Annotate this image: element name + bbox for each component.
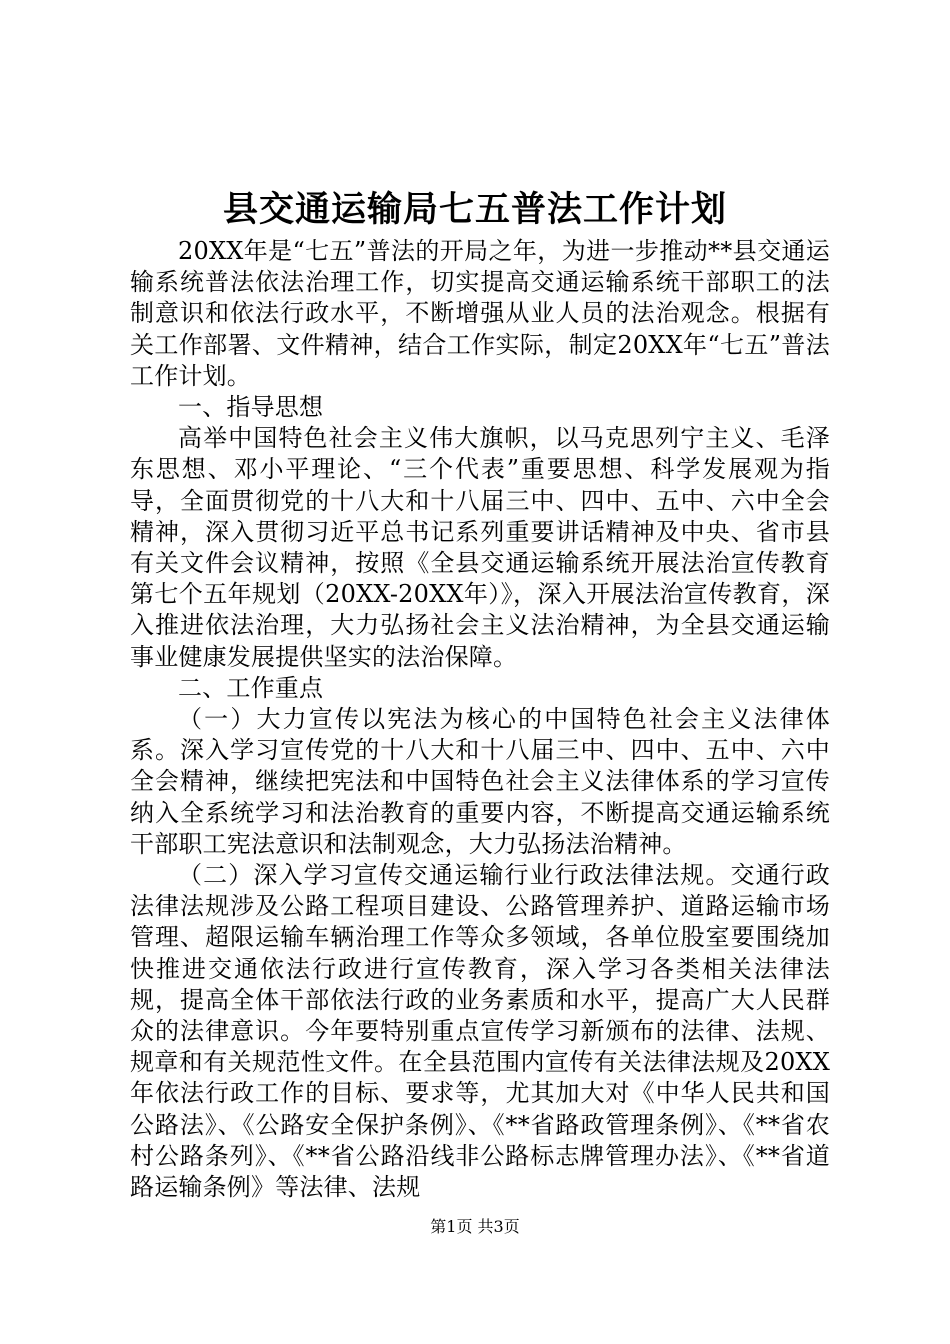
guiding-ideology-paragraph: 高举中国特色社会主义伟大旗帜，以马克思列宁主义、毛泽东思想、邓小平理论、“三个代表”重要思想、科学发展观为指导，全面贯彻党的十八大和十八届三中、四中、五中、六中全会精神，深入贯彻习近平总书记系列重要讲话精神及中央、省市县有关文件会议精神，按照《全县交通运输系统开展法治宣传教育第七个五年规划（20XX-20XX年）》，深入开展法治宣传教育，深入推进依法治理，大力弘扬社会主义法治精神，为全县交通运输事业健康发展提供坚实的法治保障。 xyxy=(130,424,830,671)
key-work-item-1-paragraph: （一）大力宣传以宪法为核心的中国特色社会主义法律体系。深入学习宣传党的十八大和十八届三中、四中、五中、六中全会精神，继续把宪法和中国特色社会主义法律体系的学习宣传纳入全系统学习和法治教育的重要内容，不断提高交通运输系统干部职工宪法意识和法制观念，大力弘扬法治精神。 xyxy=(130,705,830,858)
document-body xyxy=(130,236,830,1203)
page-number-footer: 第1页 共3页 xyxy=(430,1217,520,1236)
intro-paragraph: 20XX年是“七五”普法的开局之年，为进一步推动**县交通运输系统普法依法治理工作，切实提高交通运输系统干部职工的法制意识和依法行政水平，不断增强从业人员的法治观念。根据有关工作部署、文件精神，结合工作实际，制定20XX年“七五”普法工作计划。 xyxy=(130,237,830,390)
section-heading-key-work: 二、工作重点 xyxy=(178,673,324,702)
section-heading-guiding-ideology: 一、指导思想 xyxy=(178,393,324,422)
document-title: 县交通运输局七五普法工作计划 xyxy=(222,189,727,230)
key-work-item-2-paragraph: （二）深入学习宣传交通运输行业行政法律法规。交通行政法律法规涉及公路工程项目建设、公路管理养护、道路运输市场管理、超限运输车辆治理工作等众多领域，各单位股室要围绕加快推进交通依法行政进行宣传教育，深入学习各类相关法律法规，提高全体干部依法行政的业务素质和水平，提高广大人民群众的法律意识。今年要特别重点宣传学习新颁布的法律、法规、规章和有关规范性文件。在全县范围内宣传有关法律法规及20XX年依法行政工作的目标、要求等，尤其加大对《中华人民共和国公路法》、《公路安全保护条例》、《**省路政管理条例》、《**省农村公路条列》、《**省公路沿线非公路标志牌管理办法》、《**省道路运输条例》等法律、法规 xyxy=(130,861,830,1202)
